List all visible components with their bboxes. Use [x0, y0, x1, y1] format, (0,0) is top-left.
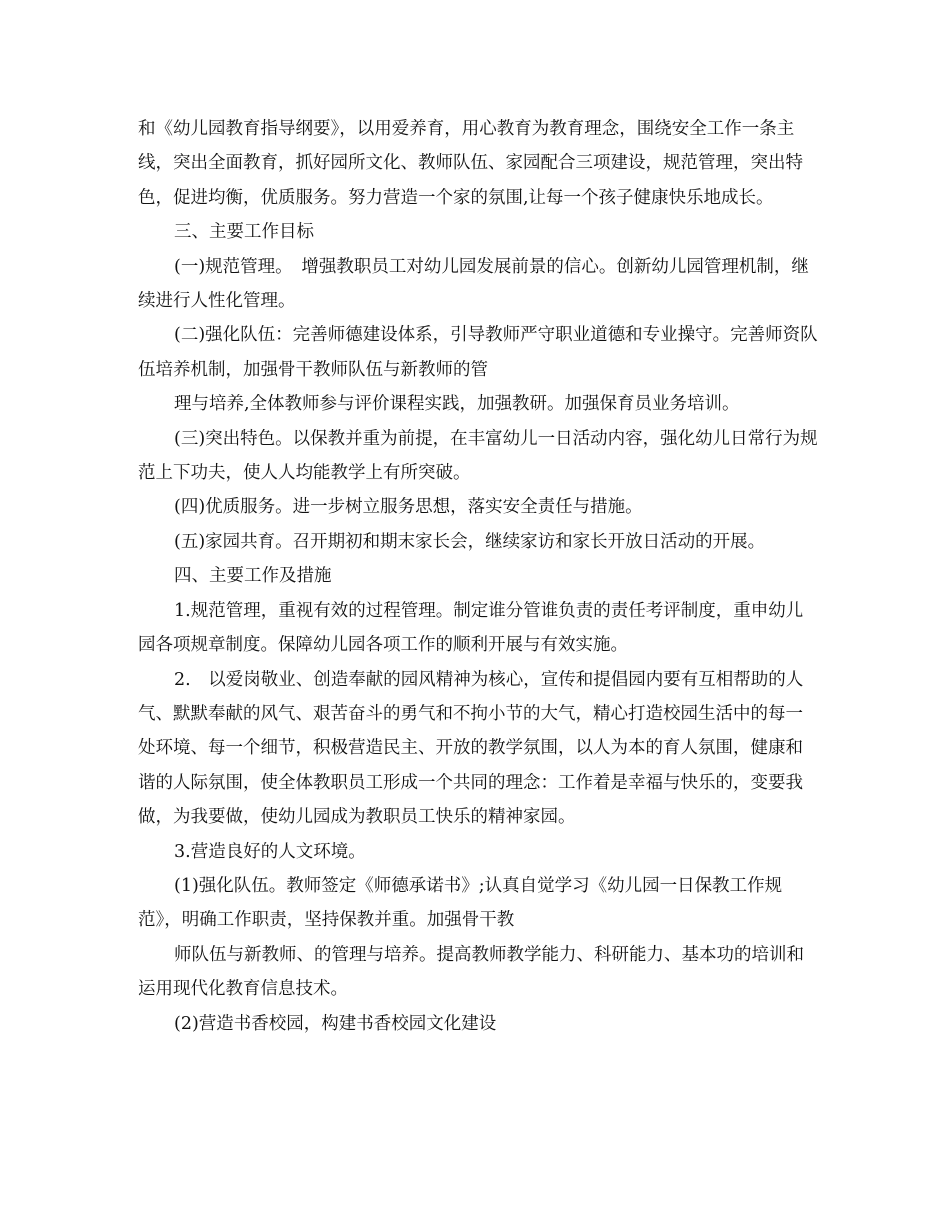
paragraph-measure-3-2: (2)营造书香校园，构建书香校园文化建设	[174, 1013, 497, 1034]
heading-main-measures: 四、主要工作及措施	[174, 566, 332, 587]
paragraph-measure-1: 1.规范管理，重视有效的过程管理。制定谁分管谁负责的责任考评制度，重申幼儿园各项规章制度。保障幼儿园各项工作的顺利开展与有效实施。	[138, 600, 804, 656]
paragraph-measure-3-1-cont: 师队伍与新教师、的管理与培养。提高教师教学能力、科研能力、基本功的培训和运用现代化教育信息技术。	[138, 944, 804, 1000]
paragraph-goal-2: (二)强化队伍：完善师德建设体系，引导教师严守职业道德和专业操守。完善师资队伍培养机制，加强骨干教师队伍与新教师的管	[138, 325, 818, 380]
heading-main-goals: 三、主要工作目标	[174, 222, 314, 243]
paragraph-goal-5: (五)家园共育。召开期初和期末家长会，继续家访和家长开放日活动的开展。	[174, 531, 766, 552]
paragraph-intro: 和《幼儿园教育指导纲要》，以用爱养育，用心教育为教育理念，围绕安全工作一条主线，突出全面教育，抓好园所文化、教师队伍、家园配合三项建设，规范管理，突出特色，促进均衡，优质服务。努力营造一个家的氛围,让每一个孩子健康快乐地成长。	[138, 119, 803, 208]
document-body	[138, 112, 818, 1041]
paragraph-goal-4: (四)优质服务。进一步树立服务思想，落实安全责任与措施。	[174, 497, 643, 518]
paragraph-goal-3: (三)突出特色。以保教并重为前提，在丰富幼儿一日活动内容，强化幼儿日常行为规范上下功夫，使人人均能教学上有所突破。	[138, 428, 818, 484]
paragraph-goal-2-cont: 理与培养,全体教师参与评价课程实践，加强教研。加强保育员业务培训。	[174, 394, 740, 415]
paragraph-measure-2: 2. 以爱岗敬业、创造奉献的园风精神为核心，宣传和提倡园内要有互相帮助的人气、默默奉献的风气、艰苦奋斗的勇气和不拘小节的大气，精心打造校园生活中的每一处环境、每一个细节，积极营造民主、开放的教学氛围，以人为本的育人氛围，健康和谐的人际氛围，使全体教职员工形成一个共同的理念：工作着是幸福与快乐的，变要我做，为我要做，使幼儿园成为教职员工快乐的精神家园。	[138, 669, 804, 828]
paragraph-measure-3-1: (1)强化队伍。教师签定《师德承诺书》;认真自觉学习《幼儿园一日保教工作规范》，明确工作职责，坚持保教并重。加强骨干教	[138, 875, 783, 931]
paragraph-goal-1: (一)规范管理。 增强教职员工对幼儿园发展前景的信心。创新幼儿园管理机制，继续进行人性化管理。	[138, 256, 809, 312]
paragraph-measure-3: 3.营造良好的人文环境。	[174, 841, 366, 862]
